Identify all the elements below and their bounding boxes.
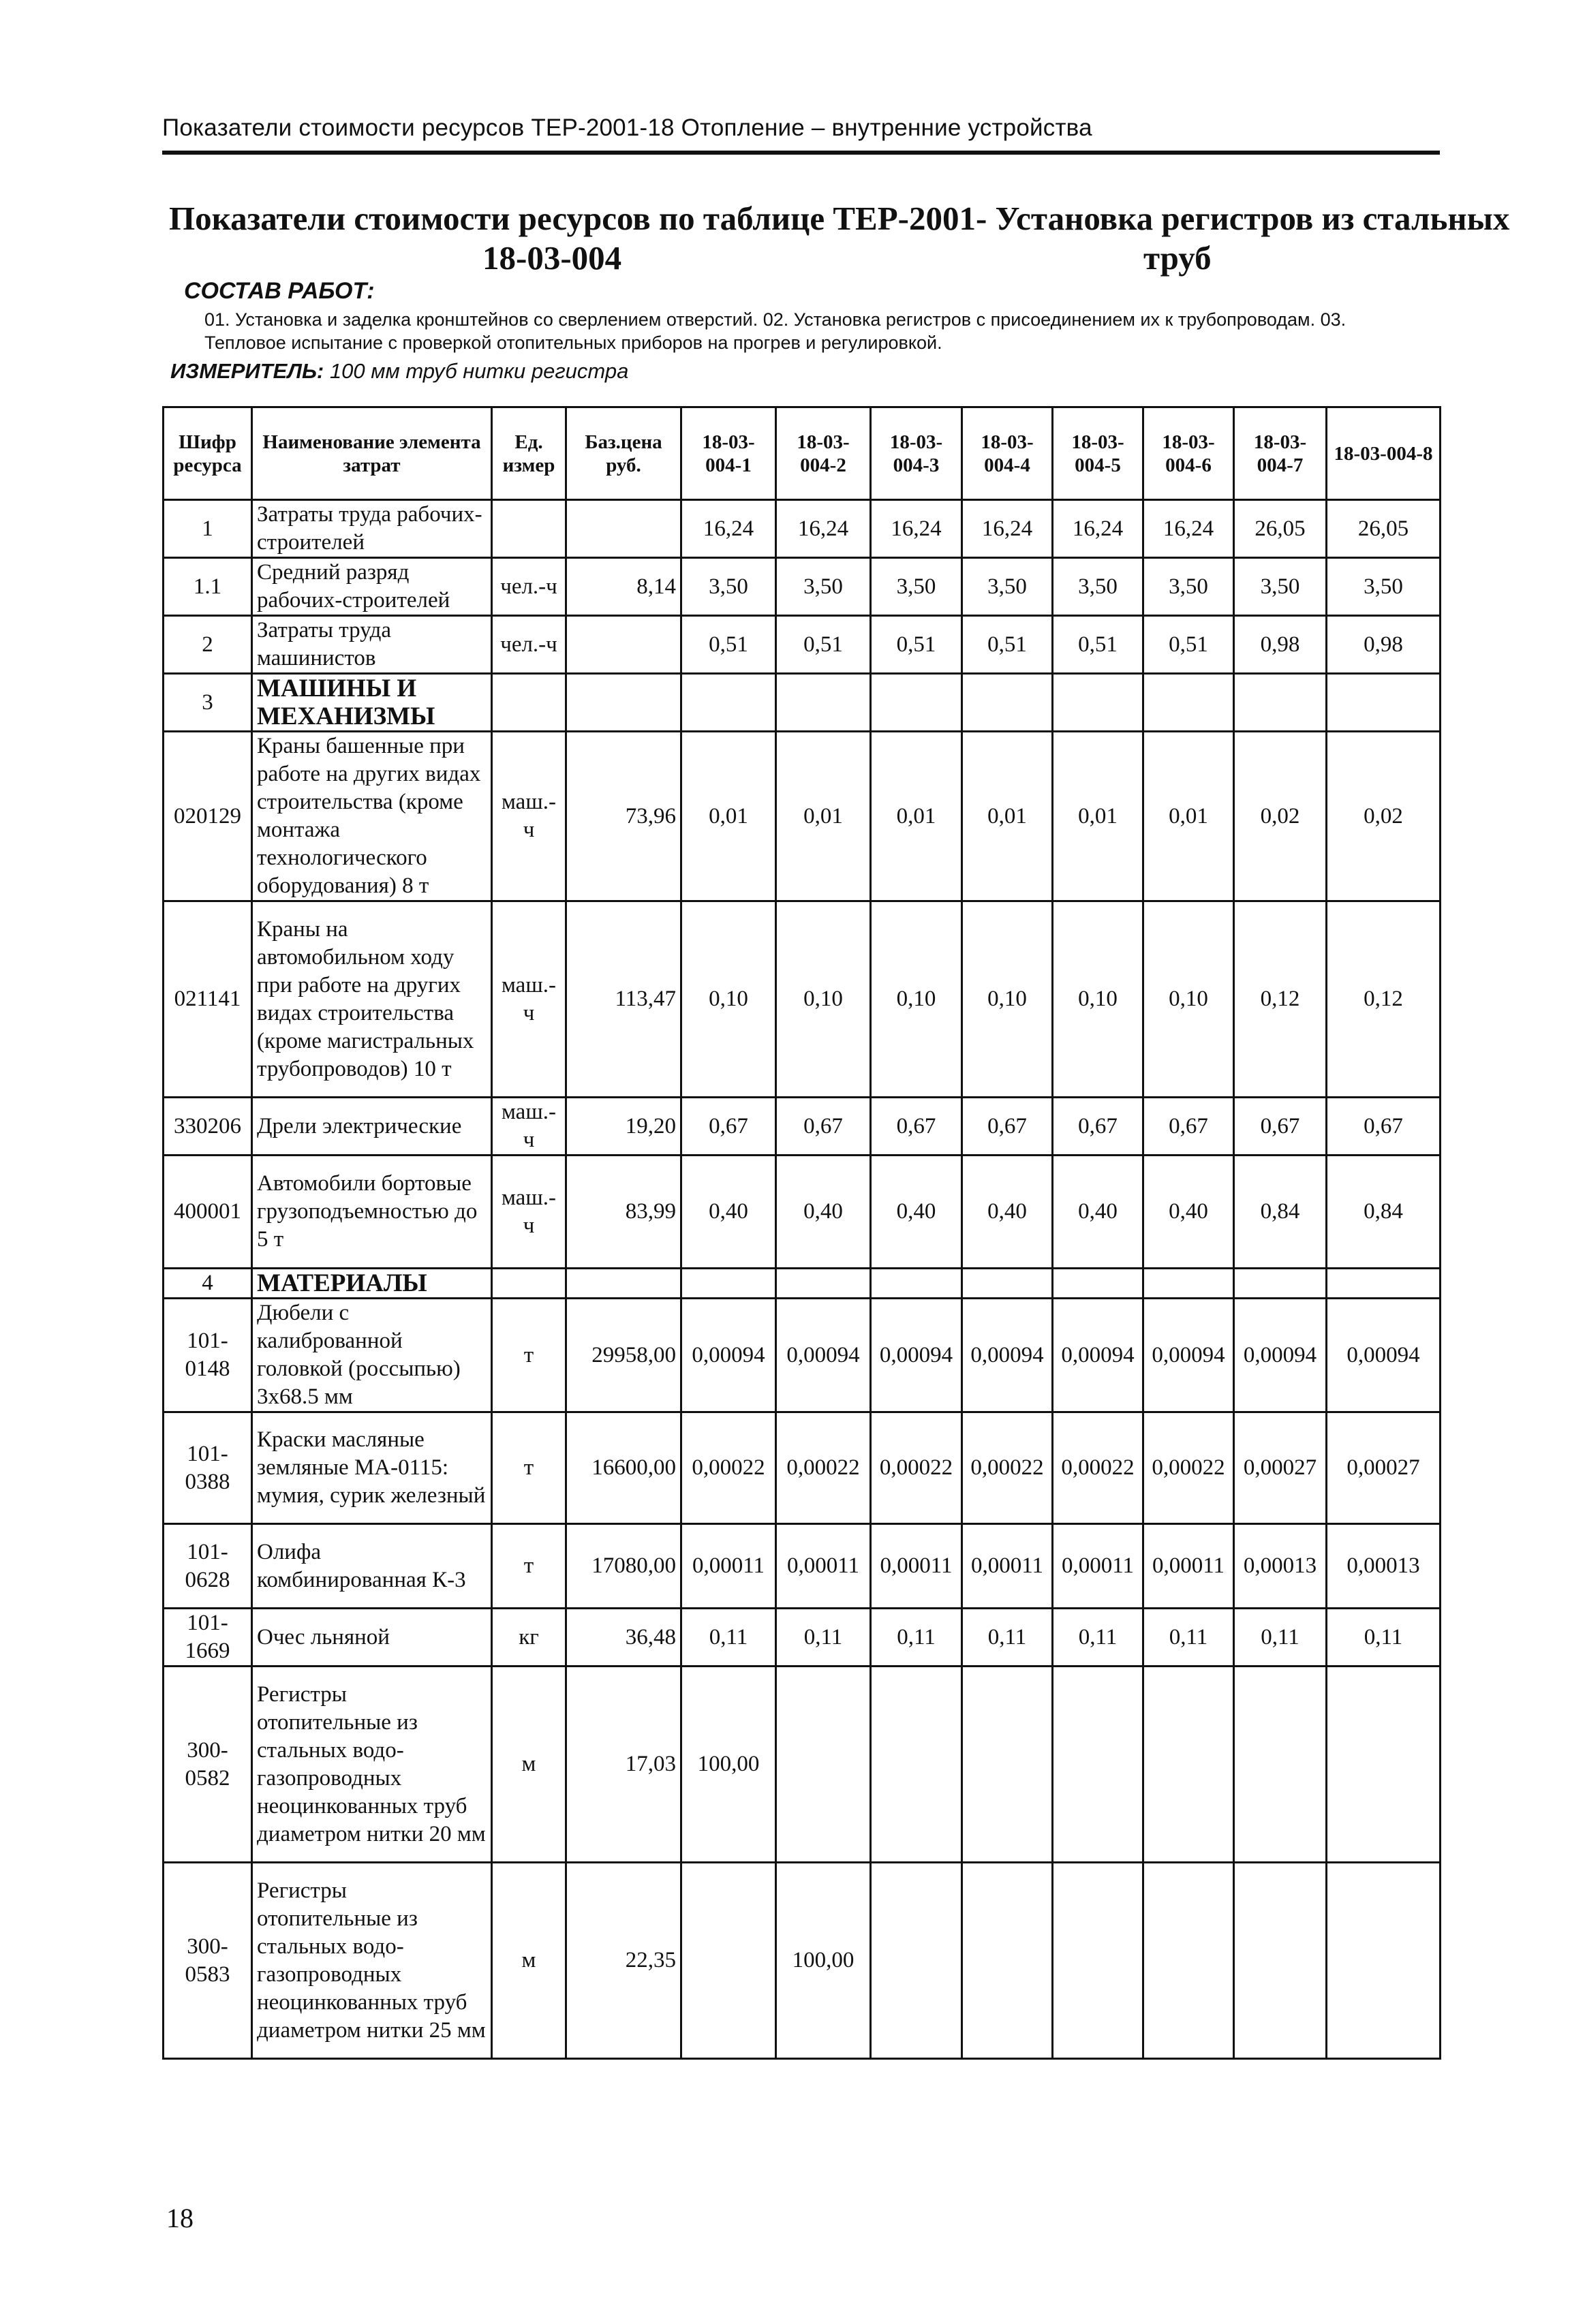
resource-name: Краны башенные при работе на других видах строительства (кроме монтажа технологического оборудования) 8 т	[252, 732, 492, 901]
value-cell: 0,10	[1053, 901, 1143, 1098]
value-cell: 3,50	[1143, 558, 1234, 616]
unit-cell: т	[492, 1412, 566, 1524]
unit-cell: т	[492, 1299, 566, 1412]
value-cell: 0,40	[1053, 1156, 1143, 1269]
table-row	[164, 558, 1441, 616]
header-cell: 18-03-004-8	[1327, 407, 1441, 500]
resource-name: Краски масляные земляные МА-0115: мумия, сурик железный	[252, 1412, 492, 1524]
table-row	[164, 1412, 1441, 1524]
unit-cell: маш.-ч	[492, 732, 566, 901]
value-cell: 100,00	[776, 1863, 871, 2059]
base-price-cell: 113,47	[566, 901, 681, 1098]
value-cell: 0,11	[1234, 1609, 1327, 1667]
unit-cell: т	[492, 1524, 566, 1609]
title-table-code: 18-03-004	[482, 239, 622, 277]
base-price-cell	[566, 616, 681, 674]
value-cell	[1053, 1269, 1143, 1299]
value-cell: 0,00094	[681, 1299, 776, 1412]
resource-code: 101-0388	[164, 1412, 252, 1524]
unit-cell	[492, 674, 566, 732]
unit-cell: чел.-ч	[492, 616, 566, 674]
value-cell: 16,24	[776, 500, 871, 558]
value-cell: 0,51	[871, 616, 962, 674]
header-cell: Наименование элемента затрат	[252, 407, 492, 500]
value-cell	[776, 1269, 871, 1299]
header-cell: Баз.цена руб.	[566, 407, 681, 500]
value-cell: 0,40	[681, 1156, 776, 1269]
value-cell	[1327, 674, 1441, 732]
value-cell: 0,01	[962, 732, 1053, 901]
value-cell: 0,01	[871, 732, 962, 901]
value-cell	[1327, 1863, 1441, 2059]
value-cell: 0,11	[1053, 1609, 1143, 1667]
table-row	[164, 1098, 1441, 1156]
value-cell	[776, 1667, 871, 1863]
value-cell: 0,01	[1053, 732, 1143, 901]
resource-name: Регистры отопительные из стальных водо-газопроводных неоцинкованных труб диаметром нитки 20 мм	[252, 1667, 492, 1863]
value-cell	[962, 1863, 1053, 2059]
value-cell: 0,51	[962, 616, 1053, 674]
value-cell: 0,00094	[1143, 1299, 1234, 1412]
work-composition-text: 01. Установка и заделка кронштейнов со сверлением отверстий. 02. Установка регистров с присоединением их к трубопроводам. 03. Тепловое испытание с проверкой отопительных приборов на прогрев и регулировкой.	[204, 309, 1347, 353]
resource-code: 1	[164, 500, 252, 558]
value-cell: 0,00013	[1327, 1524, 1441, 1609]
value-cell: 0,11	[681, 1609, 776, 1667]
value-cell: 0,11	[962, 1609, 1053, 1667]
value-cell: 0,02	[1234, 732, 1327, 901]
value-cell: 0,12	[1234, 901, 1327, 1098]
value-cell: 0,84	[1327, 1156, 1441, 1269]
value-cell	[1053, 674, 1143, 732]
value-cell: 0,00094	[962, 1299, 1053, 1412]
value-cell	[871, 1667, 962, 1863]
header-cell: 18-03-004-6	[1143, 407, 1234, 500]
table-row	[164, 1863, 1441, 2059]
value-cell: 0,51	[681, 616, 776, 674]
value-cell: 0,00011	[1143, 1524, 1234, 1609]
base-price-cell: 83,99	[566, 1156, 681, 1269]
value-cell: 26,05	[1327, 500, 1441, 558]
value-cell: 0,51	[1143, 616, 1234, 674]
table-row	[164, 674, 1441, 732]
value-cell: 16,24	[681, 500, 776, 558]
value-cell: 0,10	[776, 901, 871, 1098]
header-cell: Шифр ресурса	[164, 407, 252, 500]
value-cell: 0,51	[776, 616, 871, 674]
base-price-cell: 22,35	[566, 1863, 681, 2059]
value-cell: 0,01	[681, 732, 776, 901]
value-cell	[1234, 674, 1327, 732]
base-price-cell: 8,14	[566, 558, 681, 616]
value-cell: 0,00022	[776, 1412, 871, 1524]
value-cell: 3,50	[962, 558, 1053, 616]
table-row	[164, 901, 1441, 1098]
table-row	[164, 1609, 1441, 1667]
value-cell: 0,00011	[962, 1524, 1053, 1609]
resource-code: 300-0582	[164, 1667, 252, 1863]
value-cell: 26,05	[1234, 500, 1327, 558]
value-cell: 0,00011	[776, 1524, 871, 1609]
base-price-cell	[566, 500, 681, 558]
value-cell	[871, 674, 962, 732]
page-number: 18	[166, 2203, 194, 2233]
value-cell: 0,00022	[871, 1412, 962, 1524]
value-cell: 0,11	[776, 1609, 871, 1667]
unit-cell: маш.-ч	[492, 1098, 566, 1156]
table-row	[164, 1269, 1441, 1299]
base-price-cell: 17,03	[566, 1667, 681, 1863]
value-cell: 0,00011	[1053, 1524, 1143, 1609]
resource-code: 101-0628	[164, 1524, 252, 1609]
resource-name: Автомобили бортовые грузоподъемностью до 5 т	[252, 1156, 492, 1269]
resource-name: Дюбели с калиброванной головкой (россыпью) 3х68.5 мм	[252, 1299, 492, 1412]
value-cell: 0,00027	[1234, 1412, 1327, 1524]
table-row	[164, 1299, 1441, 1412]
value-cell: 0,00094	[1234, 1299, 1327, 1412]
base-price-cell: 73,96	[566, 732, 681, 901]
resource-table	[162, 406, 1441, 2060]
value-cell	[871, 1269, 962, 1299]
value-cell	[776, 674, 871, 732]
value-cell: 0,67	[1053, 1098, 1143, 1156]
value-cell: 0,11	[1327, 1609, 1441, 1667]
table-row	[164, 1524, 1441, 1609]
value-cell: 0,40	[1143, 1156, 1234, 1269]
header-cell: Ед. измер	[492, 407, 566, 500]
resource-code: 101-1669	[164, 1609, 252, 1667]
value-cell	[1234, 1863, 1327, 2059]
unit-cell: чел.-ч	[492, 558, 566, 616]
resource-name: Олифа комбинированная К-3	[252, 1524, 492, 1609]
value-cell: 3,50	[776, 558, 871, 616]
value-cell	[962, 674, 1053, 732]
value-cell: 0,67	[776, 1098, 871, 1156]
measure-line	[170, 359, 628, 384]
value-cell: 0,12	[1327, 901, 1441, 1098]
table-header-row	[164, 407, 1441, 500]
value-cell	[1053, 1667, 1143, 1863]
value-cell: 0,00094	[1053, 1299, 1143, 1412]
resource-code: 300-0583	[164, 1863, 252, 2059]
title-line-1: Показатели стоимости ресурсов по таблице ТЕР-2001- Установка регистров из стальных	[169, 200, 1510, 237]
measure-label: ИЗМЕРИТЕЛЬ:	[170, 359, 324, 383]
value-cell: 0,40	[871, 1156, 962, 1269]
value-cell: 0,67	[1234, 1098, 1327, 1156]
value-cell	[681, 1863, 776, 2059]
measure-value: 100 мм труб нитки регистра	[329, 359, 629, 383]
value-cell	[681, 1269, 776, 1299]
running-header: Показатели стоимости ресурсов ТЕР-2001-18 Отопление – внутренние устройства	[162, 114, 1092, 141]
value-cell: 0,01	[776, 732, 871, 901]
value-cell: 0,67	[962, 1098, 1053, 1156]
resource-code: 4	[164, 1269, 252, 1299]
value-cell: 0,11	[1143, 1609, 1234, 1667]
value-cell: 0,00013	[1234, 1524, 1327, 1609]
unit-cell	[492, 500, 566, 558]
value-cell	[1327, 1269, 1441, 1299]
value-cell	[1143, 1269, 1234, 1299]
value-cell: 3,50	[1234, 558, 1327, 616]
resource-name: Краны на автомобильном ходу при работе на других видах строительства (кроме магистральных трубопроводов) 10 т	[252, 901, 492, 1098]
value-cell	[1143, 1863, 1234, 2059]
value-cell	[1053, 1863, 1143, 2059]
value-cell: 0,10	[1143, 901, 1234, 1098]
value-cell: 0,67	[681, 1098, 776, 1156]
value-cell	[1327, 1667, 1441, 1863]
unit-cell	[492, 1269, 566, 1299]
resource-name: Дрели электрические	[252, 1098, 492, 1156]
work-composition-label: СОСТАВ РАБОТ:	[184, 278, 375, 304]
table-row	[164, 732, 1441, 901]
title-line-2-end: труб	[1143, 239, 1212, 277]
header-cell: 18-03-004-1	[681, 407, 776, 500]
value-cell: 0,10	[681, 901, 776, 1098]
value-cell: 3,50	[1053, 558, 1143, 616]
value-cell: 16,24	[1143, 500, 1234, 558]
value-cell	[1234, 1269, 1327, 1299]
table-row	[164, 1667, 1441, 1863]
value-cell: 0,84	[1234, 1156, 1327, 1269]
header-cell: 18-03-004-5	[1053, 407, 1143, 500]
unit-cell: маш.-ч	[492, 901, 566, 1098]
base-price-cell: 36,48	[566, 1609, 681, 1667]
value-cell	[1143, 1667, 1234, 1863]
table-row	[164, 1156, 1441, 1269]
unit-cell: м	[492, 1667, 566, 1863]
header-cell: 18-03-004-2	[776, 407, 871, 500]
value-cell: 0,00011	[871, 1524, 962, 1609]
value-cell: 0,00022	[962, 1412, 1053, 1524]
value-cell: 0,01	[1143, 732, 1234, 901]
header-cell: 18-03-004-4	[962, 407, 1053, 500]
value-cell	[962, 1269, 1053, 1299]
value-cell: 16,24	[962, 500, 1053, 558]
resource-name: Средний разряд рабочих-строителей	[252, 558, 492, 616]
value-cell	[1143, 674, 1234, 732]
value-cell: 3,50	[871, 558, 962, 616]
value-cell: 0,98	[1234, 616, 1327, 674]
value-cell: 0,00022	[681, 1412, 776, 1524]
table-row	[164, 616, 1441, 674]
unit-cell: кг	[492, 1609, 566, 1667]
base-price-cell: 19,20	[566, 1098, 681, 1156]
value-cell: 0,00094	[1327, 1299, 1441, 1412]
value-cell: 0,51	[1053, 616, 1143, 674]
value-cell: 0,10	[871, 901, 962, 1098]
resource-name: МАШИНЫ И МЕХАНИЗМЫ	[252, 674, 492, 732]
resource-code: 020129	[164, 732, 252, 901]
resource-code: 1.1	[164, 558, 252, 616]
value-cell	[962, 1667, 1053, 1863]
value-cell: 0,00022	[1053, 1412, 1143, 1524]
base-price-cell	[566, 1269, 681, 1299]
value-cell: 0,02	[1327, 732, 1441, 901]
value-cell	[871, 1863, 962, 2059]
resource-name: МАТЕРИАЛЫ	[252, 1269, 492, 1299]
value-cell: 0,67	[871, 1098, 962, 1156]
unit-cell: маш.-ч	[492, 1156, 566, 1269]
header-cell: 18-03-004-7	[1234, 407, 1327, 500]
value-cell: 0,10	[962, 901, 1053, 1098]
value-cell: 0,40	[962, 1156, 1053, 1269]
value-cell: 16,24	[1053, 500, 1143, 558]
value-cell: 0,40	[776, 1156, 871, 1269]
value-cell: 0,00011	[681, 1524, 776, 1609]
base-price-cell: 29958,00	[566, 1299, 681, 1412]
resource-code: 101-0148	[164, 1299, 252, 1412]
value-cell: 0,67	[1327, 1098, 1441, 1156]
value-cell: 0,00094	[871, 1299, 962, 1412]
base-price-cell	[566, 674, 681, 732]
resource-code: 2	[164, 616, 252, 674]
value-cell: 100,00	[681, 1667, 776, 1863]
value-cell: 3,50	[681, 558, 776, 616]
value-cell: 0,00094	[776, 1299, 871, 1412]
base-price-cell: 17080,00	[566, 1524, 681, 1609]
resource-name: Затраты труда рабочих-строителей	[252, 500, 492, 558]
value-cell: 0,11	[871, 1609, 962, 1667]
resource-code: 3	[164, 674, 252, 732]
value-cell: 16,24	[871, 500, 962, 558]
resource-name: Очес льняной	[252, 1609, 492, 1667]
table-row	[164, 500, 1441, 558]
value-cell: 0,98	[1327, 616, 1441, 674]
resource-code: 021141	[164, 901, 252, 1098]
unit-cell: м	[492, 1863, 566, 2059]
resource-name: Затраты труда машинистов	[252, 616, 492, 674]
value-cell	[1234, 1667, 1327, 1863]
resource-name: Регистры отопительные из стальных водо-газопроводных неоцинкованных труб диаметром нитки 25 мм	[252, 1863, 492, 2059]
header-cell: 18-03-004-3	[871, 407, 962, 500]
resource-code: 330206	[164, 1098, 252, 1156]
base-price-cell: 16600,00	[566, 1412, 681, 1524]
value-cell	[681, 674, 776, 732]
resource-code: 400001	[164, 1156, 252, 1269]
value-cell: 0,00022	[1143, 1412, 1234, 1524]
value-cell: 3,50	[1327, 558, 1441, 616]
value-cell: 0,67	[1143, 1098, 1234, 1156]
value-cell: 0,00027	[1327, 1412, 1441, 1524]
header-rule	[162, 151, 1440, 155]
